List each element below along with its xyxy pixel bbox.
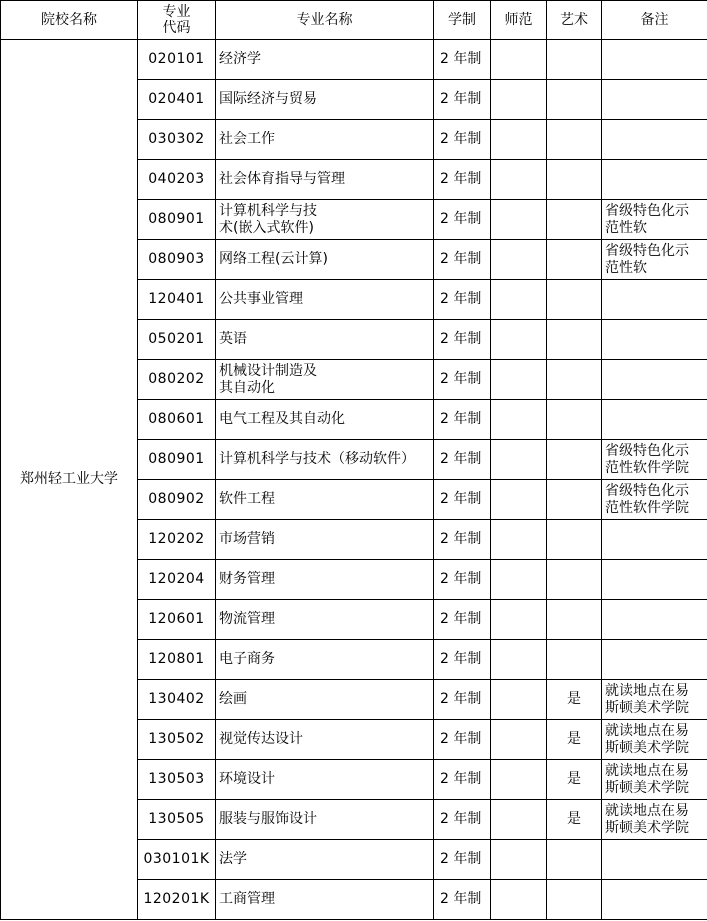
- major-name: 视觉传达设计: [216, 720, 434, 760]
- major-name: 电子商务: [216, 640, 434, 680]
- art-flag: [547, 240, 602, 280]
- normal-flag: [491, 40, 547, 80]
- note-line1: 省级特色化示: [605, 242, 689, 259]
- art-flag: [547, 360, 602, 400]
- normal-flag: [491, 320, 547, 360]
- note-line1: 就读地点在易: [605, 802, 689, 819]
- major-name: 法学: [216, 840, 434, 880]
- duration: 2 年制: [434, 280, 491, 320]
- note: [602, 80, 707, 120]
- normal-flag: [491, 560, 547, 600]
- major-code: 120801: [138, 640, 216, 680]
- normal-flag: [491, 80, 547, 120]
- normal-flag: [491, 280, 547, 320]
- normal-flag: [491, 200, 547, 240]
- art-flag: [547, 280, 602, 320]
- major-name: 国际经济与贸易: [216, 80, 434, 120]
- normal-flag: [491, 160, 547, 200]
- major-code: 120601: [138, 600, 216, 640]
- major-name: 环境设计: [216, 760, 434, 800]
- normal-flag: [491, 480, 547, 520]
- major-code: 050201: [138, 320, 216, 360]
- duration: 2 年制: [434, 40, 491, 80]
- art-flag: [547, 840, 602, 880]
- duration: 2 年制: [434, 720, 491, 760]
- duration: 2 年制: [434, 600, 491, 640]
- note: [602, 240, 707, 280]
- major-code: 080901: [138, 440, 216, 480]
- major-name: 网络工程(云计算): [216, 240, 434, 280]
- note-line1: 省级特色化示: [605, 202, 689, 219]
- major-name: 财务管理: [216, 560, 434, 600]
- note-line1: 就读地点在易: [605, 722, 689, 739]
- art-flag: [547, 400, 602, 440]
- major-name: 电气工程及其自动化: [216, 400, 434, 440]
- note: [602, 600, 707, 640]
- header-duration: 学制: [434, 1, 491, 40]
- duration: 2 年制: [434, 480, 491, 520]
- duration: 2 年制: [434, 520, 491, 560]
- major-code: 120201K: [138, 880, 216, 920]
- normal-flag: [491, 760, 547, 800]
- note: [602, 640, 707, 680]
- normal-flag: [491, 240, 547, 280]
- art-flag: [547, 120, 602, 160]
- note-line1: 就读地点在易: [605, 682, 689, 699]
- major-name: 社会体育指导与管理: [216, 160, 434, 200]
- note: [602, 120, 707, 160]
- major-name: 英语: [216, 320, 434, 360]
- major-code: 120401: [138, 280, 216, 320]
- major-name: 服装与服饰设计: [216, 800, 434, 840]
- normal-flag: [491, 800, 547, 840]
- major-name-line2: 术(嵌入式软件): [219, 219, 314, 236]
- duration: 2 年制: [434, 200, 491, 240]
- duration: 2 年制: [434, 120, 491, 160]
- normal-flag: [491, 400, 547, 440]
- duration: 2 年制: [434, 240, 491, 280]
- art-flag: [547, 200, 602, 240]
- art-flag: [547, 320, 602, 360]
- note-line2: 范性软件学院: [605, 459, 689, 476]
- major-name: 绘画: [216, 680, 434, 720]
- note: [602, 880, 707, 920]
- note-line2: 范性软: [605, 259, 647, 276]
- header-art: 艺术: [547, 1, 602, 40]
- major-name-line1: 计算机科学与技: [219, 202, 317, 219]
- major-name: 计算机科学与技术（移动软件）: [216, 440, 434, 480]
- major-name: 社会工作: [216, 120, 434, 160]
- major-name: 公共事业管理: [216, 280, 434, 320]
- note: [602, 320, 707, 360]
- normal-flag: [491, 440, 547, 480]
- note: [602, 280, 707, 320]
- note: [602, 720, 707, 760]
- major-code: 020401: [138, 80, 216, 120]
- header-code-line2: 代码: [162, 20, 191, 36]
- note: [602, 760, 707, 800]
- major-code: 120204: [138, 560, 216, 600]
- normal-flag: [491, 680, 547, 720]
- header-code-line1: 专业: [162, 4, 191, 20]
- note-line1: 省级特色化示: [605, 442, 689, 459]
- note: [602, 160, 707, 200]
- note-line2: 范性软件学院: [605, 499, 689, 516]
- art-flag: [547, 160, 602, 200]
- art-flag: [547, 40, 602, 80]
- major-code: 080901: [138, 200, 216, 240]
- note: [602, 40, 707, 80]
- major-code: 120202: [138, 520, 216, 560]
- duration: 2 年制: [434, 880, 491, 920]
- note: [602, 440, 707, 480]
- note-line2: 斯顿美术学院: [605, 739, 689, 756]
- header-code: [138, 1, 216, 40]
- major-name: 软件工程: [216, 480, 434, 520]
- major-code: 080202: [138, 360, 216, 400]
- header-normal: 师范: [491, 1, 547, 40]
- note-line2: 斯顿美术学院: [605, 819, 689, 836]
- art-flag: [547, 640, 602, 680]
- duration: 2 年制: [434, 840, 491, 880]
- normal-flag: [491, 600, 547, 640]
- normal-flag: [491, 640, 547, 680]
- major-code: 040203: [138, 160, 216, 200]
- note: [602, 680, 707, 720]
- note: [602, 360, 707, 400]
- major-name: [216, 200, 434, 240]
- duration: 2 年制: [434, 760, 491, 800]
- art-flag: 是: [547, 800, 602, 840]
- major-code: 020101: [138, 40, 216, 80]
- normal-flag: [491, 360, 547, 400]
- normal-flag: [491, 120, 547, 160]
- art-flag: 是: [547, 720, 602, 760]
- header-school: 院校名称: [1, 1, 138, 40]
- note-line2: 斯顿美术学院: [605, 699, 689, 716]
- major-code: 130402: [138, 680, 216, 720]
- duration: 2 年制: [434, 680, 491, 720]
- duration: 2 年制: [434, 320, 491, 360]
- school-name-cell: 郑州轻工业大学: [1, 40, 138, 920]
- art-flag: [547, 600, 602, 640]
- major-name-line1: 机械设计制造及: [219, 362, 317, 379]
- major-code: 030302: [138, 120, 216, 160]
- duration: 2 年制: [434, 800, 491, 840]
- major-code: 130503: [138, 760, 216, 800]
- note-line1: 就读地点在易: [605, 762, 689, 779]
- major-code: 080902: [138, 480, 216, 520]
- note: [602, 400, 707, 440]
- note-line2: 范性软: [605, 219, 647, 236]
- note: [602, 800, 707, 840]
- major-code: 130502: [138, 720, 216, 760]
- duration: 2 年制: [434, 400, 491, 440]
- art-flag: 是: [547, 680, 602, 720]
- major-code: 130505: [138, 800, 216, 840]
- major-code: 080903: [138, 240, 216, 280]
- note-line1: 省级特色化示: [605, 482, 689, 499]
- normal-flag: [491, 720, 547, 760]
- normal-flag: [491, 520, 547, 560]
- art-flag: [547, 560, 602, 600]
- major-name: [216, 360, 434, 400]
- duration: 2 年制: [434, 360, 491, 400]
- duration: 2 年制: [434, 440, 491, 480]
- header-row: [1, 1, 707, 40]
- note: [602, 560, 707, 600]
- major-name: 市场营销: [216, 520, 434, 560]
- major-code: 030101K: [138, 840, 216, 880]
- major-name-line2: 其自动化: [219, 379, 275, 396]
- major-name: 物流管理: [216, 600, 434, 640]
- major-name: 经济学: [216, 40, 434, 80]
- duration: 2 年制: [434, 80, 491, 120]
- note: [602, 840, 707, 880]
- art-flag: [547, 520, 602, 560]
- art-flag: 是: [547, 760, 602, 800]
- note: [602, 200, 707, 240]
- duration: 2 年制: [434, 640, 491, 680]
- major-code: 080601: [138, 400, 216, 440]
- duration: 2 年制: [434, 160, 491, 200]
- normal-flag: [491, 840, 547, 880]
- note-line2: 斯顿美术学院: [605, 779, 689, 796]
- header-note: 备注: [602, 1, 707, 40]
- art-flag: [547, 80, 602, 120]
- major-name: 工商管理: [216, 880, 434, 920]
- art-flag: [547, 880, 602, 920]
- normal-flag: [491, 880, 547, 920]
- note: [602, 520, 707, 560]
- art-flag: [547, 440, 602, 480]
- duration: 2 年制: [434, 560, 491, 600]
- header-name: 专业名称: [216, 1, 434, 40]
- art-flag: [547, 480, 602, 520]
- note: [602, 480, 707, 520]
- table-row: [1, 40, 707, 80]
